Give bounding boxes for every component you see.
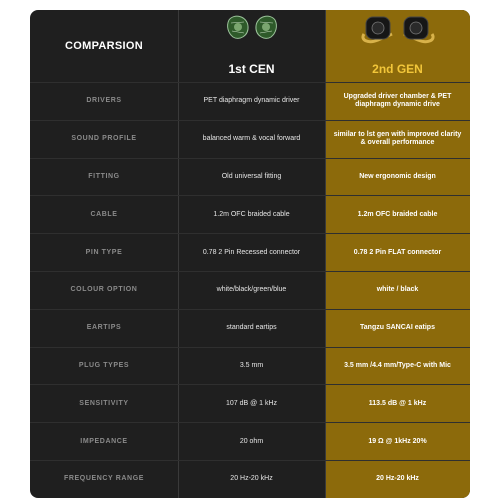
table-row bbox=[30, 120, 470, 158]
table-row bbox=[30, 82, 470, 120]
gen2-value: 3.5 mm /4.4 mm/Type-C with Mic bbox=[344, 361, 451, 369]
gen2-value: white / black bbox=[376, 286, 419, 294]
gen1-value: 107 dB @ 1 kHz bbox=[225, 399, 278, 407]
gen1-value: PET diaphragm dynamic driver bbox=[203, 97, 300, 105]
gen2-value: New ergonomic design bbox=[359, 172, 436, 180]
row-label: COLOUR OPTION bbox=[70, 286, 138, 294]
row-label: SENSITIVITY bbox=[79, 399, 129, 407]
gen1-value: 20 ohm bbox=[239, 437, 264, 445]
gen1-value: 0.78 2 Pin Recessed connector bbox=[202, 248, 301, 256]
gen2-title: 2nd GEN bbox=[372, 62, 423, 76]
gen2-value: 20 Hz-20 kHz bbox=[376, 475, 419, 483]
row-label: EARTIPS bbox=[86, 324, 122, 332]
table-row bbox=[30, 347, 470, 385]
table-row bbox=[30, 271, 470, 309]
table-row bbox=[30, 384, 470, 422]
row-label: PLUG TYPES bbox=[78, 361, 130, 369]
gen1-value: 20 Hz-20 kHz bbox=[230, 475, 273, 483]
table-row bbox=[30, 309, 470, 347]
gen2-value: 0.78 2 Pin FLAT connector bbox=[353, 248, 442, 256]
row-label: PIN TYPE bbox=[85, 248, 123, 256]
table-title: COMPARSION bbox=[65, 40, 143, 52]
row-label: FREQUENCY RANGE bbox=[63, 475, 145, 483]
row-label: SOUND PROFILE bbox=[71, 135, 137, 143]
gen2-value: Tangzu SANCAI eatips bbox=[360, 324, 435, 332]
row-label: DRIVERS bbox=[86, 97, 122, 105]
gen1-value: standard eartips bbox=[226, 324, 277, 332]
table-row bbox=[30, 422, 470, 460]
table-row bbox=[30, 195, 470, 233]
gen2-earbuds-image bbox=[358, 14, 438, 46]
gen1-value: white/black/green/blue bbox=[216, 286, 287, 294]
table-row bbox=[30, 158, 470, 196]
gen2-value: 113.5 dB @ 1 kHz bbox=[368, 399, 427, 407]
gen2-value: Upgraded driver chamber & PET diaphragm dynamic drive bbox=[343, 93, 452, 109]
gen2-header bbox=[325, 10, 470, 82]
gen1-value: balanced warm & vocal forward bbox=[202, 135, 301, 143]
comparison-table bbox=[30, 10, 470, 498]
row-label: CABLE bbox=[90, 210, 118, 218]
table-header bbox=[30, 10, 470, 82]
gen1-earbuds-image bbox=[226, 14, 278, 44]
gen2-value: 1.2m OFC braided cable bbox=[357, 210, 438, 218]
gen1-title: 1st CEN bbox=[228, 62, 275, 76]
table-row bbox=[30, 233, 470, 271]
gen1-value: Old universal fitting bbox=[221, 172, 282, 180]
row-label: FITTING bbox=[88, 172, 120, 180]
gen1-header bbox=[178, 10, 325, 82]
gen2-value: similar to lst gen with improved clarity & overall performance bbox=[333, 131, 462, 147]
row-label: IMPEDANCE bbox=[80, 437, 128, 445]
green-earbud-icon bbox=[226, 14, 278, 44]
table-row bbox=[30, 460, 470, 498]
gen2-value: 19 Ω @ 1kHz 20% bbox=[368, 437, 427, 445]
black-earbud-icon bbox=[358, 14, 438, 46]
gen1-value: 1.2m OFC braided cable bbox=[213, 210, 290, 218]
gen1-value: 3.5 mm bbox=[239, 361, 264, 369]
